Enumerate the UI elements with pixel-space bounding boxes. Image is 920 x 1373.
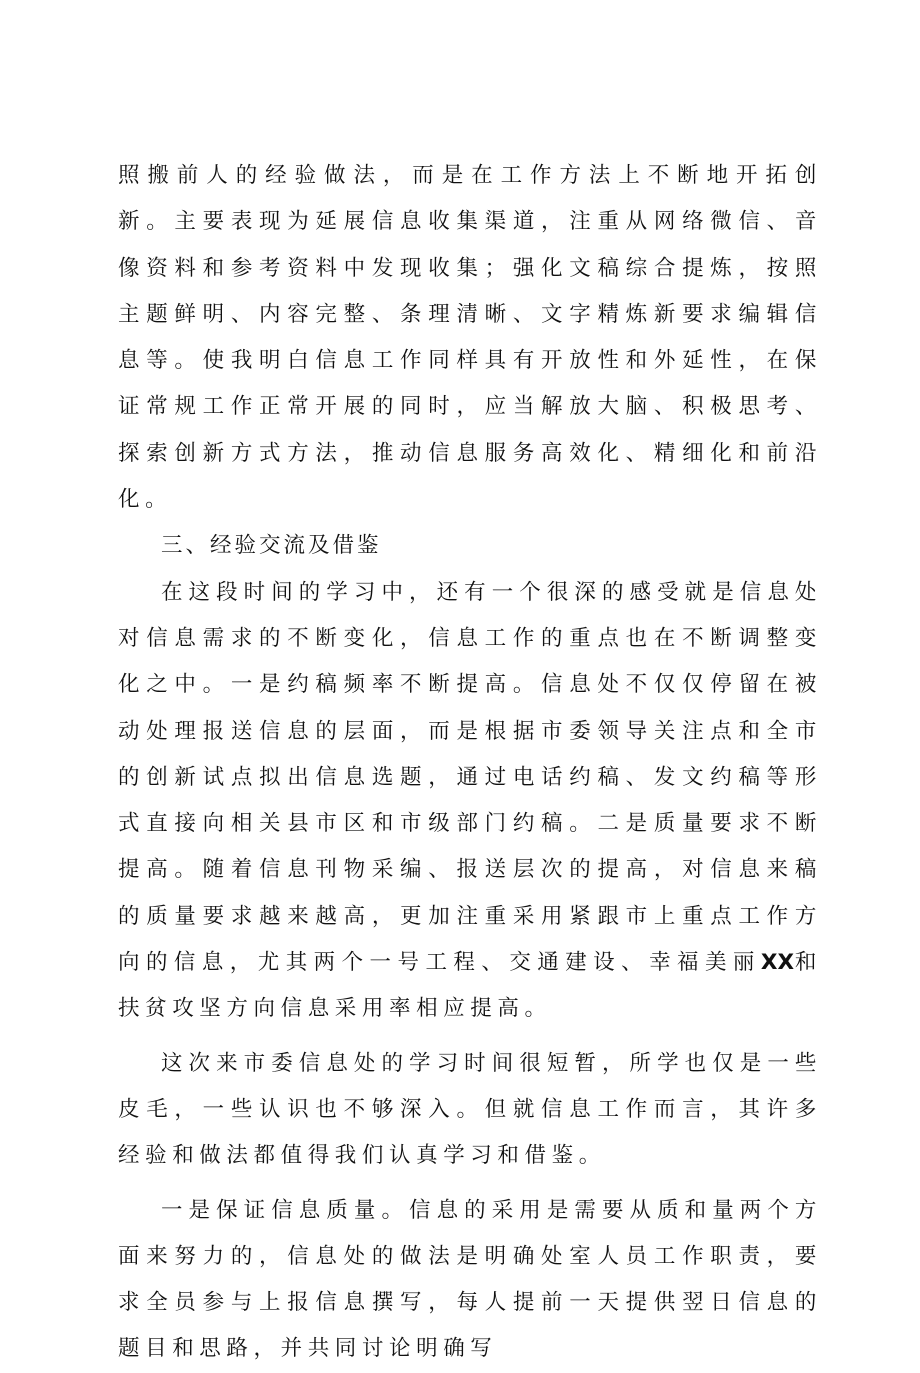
- paragraph-text: 在这段时间的学习中，还有一个很深的感受就是信息处对信息需求的不断变化，信息工作的重点也在不断调整变化之中。一是约稿频率不断提高。信息处不仅仅停留在被动处理报送信息的层面，而是根据市委领导关注点和全市的创新试点拟出信息选题，通过电话约稿、发文约稿等形式直接向相关县市区和市级部门约稿。二是质量要求不断提高。随着信息刊物采编、报送层次的提高，对信息来稿的质量要求越来越高，更加注重采用紧跟市上重点工作方向的信息，尤其两个一号工程、交通建设、幸福美丽: [118, 579, 822, 976]
- paragraph-experience: [118, 570, 822, 1033]
- document-body: [118, 153, 822, 1373]
- paragraph-continuation: 照搬前人的经验做法，而是在工作方法上不断地开拓创新。主要表现为延展信息收集渠道，注重从网络微信、音像资料和参考资料中发现收集；强化文稿综合提炼，按照主题鲜明、内容完整、条理清晰、文字精炼新要求编辑信息等。使我明白信息工作同样具有开放性和外延性，在保证常规工作正常开展的同时，应当解放大脑、积极思考、探索创新方式方法，推动信息服务高效化、精细化和前沿化。: [118, 163, 822, 513]
- section-heading: 三、经验交流及借鉴: [161, 533, 382, 559]
- redacted-placeholder: XX: [760, 950, 795, 976]
- paragraph-text: 和扶贫攻坚方向信息采用率相应提高。: [118, 950, 822, 1022]
- paragraph-summary: 这次来市委信息处的学习时间很短暂，所学也仅是一些皮毛，一些认识也不够深入。但就信息工作而言，其许多经验和做法都值得我们认真学习和借鉴。: [118, 1050, 822, 1169]
- paragraph-quality: 一是保证信息质量。信息的采用是需要从质和量两个方面来努力的，信息处的做法是明确处室人员工作职责，要求全员参与上报信息撰写，每人提前一天提供翌日信息的题目和思路，并共同讨论明确写: [118, 1197, 822, 1362]
